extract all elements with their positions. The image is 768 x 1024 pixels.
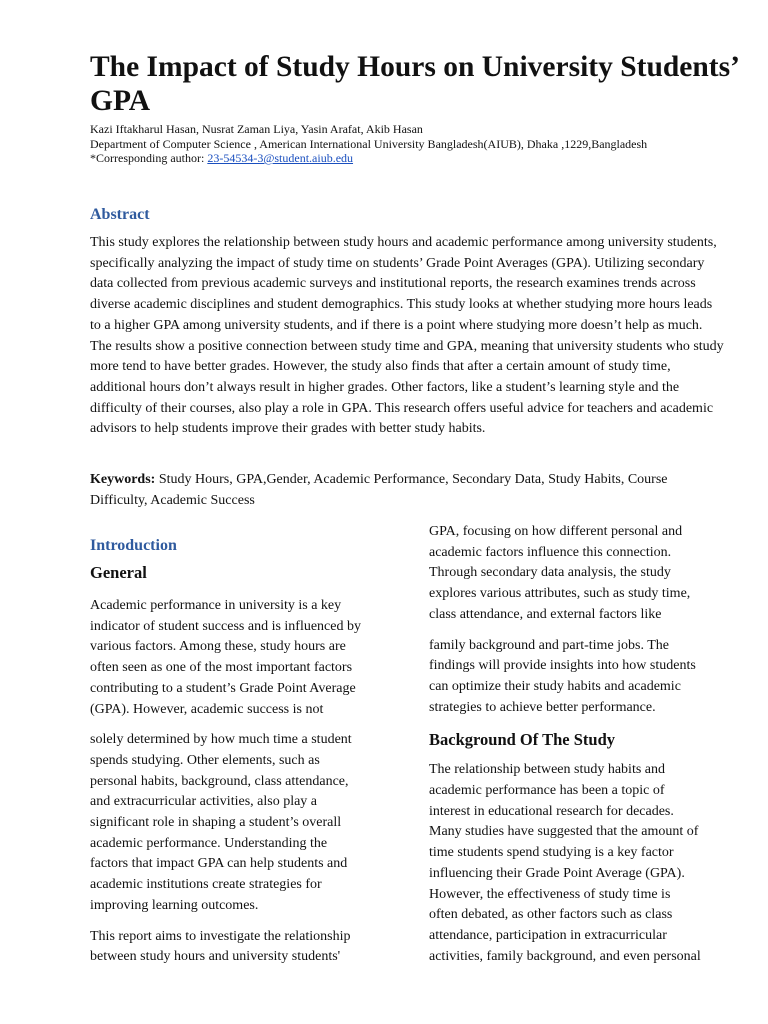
text-line: academic performance. Understanding the <box>90 835 328 851</box>
text-line: However, the effectiveness of study time is <box>429 886 671 902</box>
keywords <box>90 470 726 511</box>
text-line: academic institutions create strategies for <box>90 877 322 893</box>
corresponding-author <box>90 151 740 166</box>
text-line: academic performance has been a topic of <box>429 783 665 799</box>
corresponding-label: *Corresponding author: <box>90 151 208 165</box>
general-subheading: General <box>90 563 147 582</box>
text-line: solely determined by how much time a student <box>90 732 352 748</box>
background-paragraph-1 <box>429 760 729 967</box>
text-line: findings will provide insights into how students <box>429 658 696 674</box>
text-line: contributing to a student’s Grade Point Average <box>90 680 356 696</box>
text-line: improving learning outcomes. <box>90 897 259 913</box>
text-line: indicator of student success and is influenced by <box>90 618 361 634</box>
text-line: and extracurricular activities, also play a <box>90 794 318 810</box>
text-line: class attendance, and external factors like <box>429 606 662 622</box>
affiliation: Department of Computer Science , American International University Bangladesh(AIUB), Dhaka ,1229,Bangladesh <box>90 136 648 151</box>
left-column <box>90 537 390 968</box>
corresponding-email-link[interactable]: 23-54534-3@student.aiub.edu <box>207 151 354 165</box>
text-line: (GPA). However, academic success is not <box>90 701 324 717</box>
keywords-label: Keywords: <box>90 472 156 487</box>
text-line: between study hours and university students' <box>90 949 341 965</box>
text-line: GPA, focusing on how different personal and <box>429 524 683 539</box>
author-list: Kazi Iftakharul Hasan, Nusrat Zaman Liya, Yasin Arafat, Akib Hasan <box>90 122 423 136</box>
keywords-text: Study Hours, GPA,Gender, Academic Performance, Secondary Data, Study Habits, Course Difficulty, Academic Success <box>90 472 668 508</box>
text-line: can optimize their study habits and academic <box>429 678 681 694</box>
text-line: often debated, as other factors such as class <box>429 907 673 923</box>
text-line: Many studies have suggested that the amount of <box>429 824 699 840</box>
text-line: Through secondary data analysis, the study <box>429 565 671 581</box>
text-line: various factors. Among these, study hours are <box>90 639 346 655</box>
text-line: spends studying. Other elements, such as <box>90 752 320 768</box>
text-line: The relationship between study habits and <box>429 762 665 778</box>
text-line: This report aims to investigate the relationship <box>90 928 351 944</box>
text-line: attendance, participation in extracurricular <box>429 927 667 943</box>
paper-title: The Impact of Study Hours on University Students’ GPA <box>90 51 738 117</box>
intro-paragraph-5 <box>429 636 729 719</box>
text-line: influencing their Grade Point Average (GPA). <box>429 865 685 881</box>
intro-paragraph-3 <box>90 927 390 968</box>
text-line: explores various attributes, such as study time, <box>429 586 691 602</box>
background-heading: Background Of The Study <box>429 730 615 750</box>
right-column <box>429 522 729 967</box>
intro-paragraph-1 <box>90 596 390 720</box>
text-line: activities, family background, and even personal <box>429 948 701 964</box>
text-line: often seen as one of the most important factors <box>90 660 353 676</box>
text-line: academic factors influence this connection. <box>429 544 672 560</box>
text-line: family background and part-time jobs. The <box>429 637 670 653</box>
intro-paragraph-2 <box>90 730 390 916</box>
text-line: time students spend studying is a key factor <box>429 845 674 861</box>
text-line: Academic performance in university is a key <box>90 598 342 613</box>
text-line: personal habits, background, class attendance, <box>90 773 349 789</box>
intro-paragraph-4 <box>429 522 729 626</box>
abstract-text: This study explores the relationship between study hours and academic performance among university students, specifically analyzing the impact of study time on students’ Grade Point Averages (GPA). Utilizing secondary data collected from previous academic surveys and institutional reports, the research examines trends across diverse academic disciplines and student demographics. This study looks at whether studying more hours leads to a higher GPA among university students, and if there is a point where studying more doesn’t help as much. The results show a positive connection between study time and GPA, meaning that university students who study more tend to have better grades. However, the study also finds that after a certain amount of study time, additional hours don’t always result in higher grades. Other factors, like a student’s learning style and the difficulty of their courses, also play a role in GPA. This research offers useful advice for teachers and academic advisors to help students improve their grades with better study habits. <box>90 235 724 437</box>
text-line: significant role in shaping a student’s overall <box>90 815 342 831</box>
introduction-heading: Introduction <box>90 537 177 554</box>
text-line: strategies to achieve better performance. <box>429 699 656 715</box>
text-line: interest in educational research for decades. <box>429 803 674 819</box>
text-line: factors that impact GPA can help students and <box>90 856 348 872</box>
abstract-heading: Abstract <box>90 206 150 223</box>
author-block <box>90 122 740 166</box>
